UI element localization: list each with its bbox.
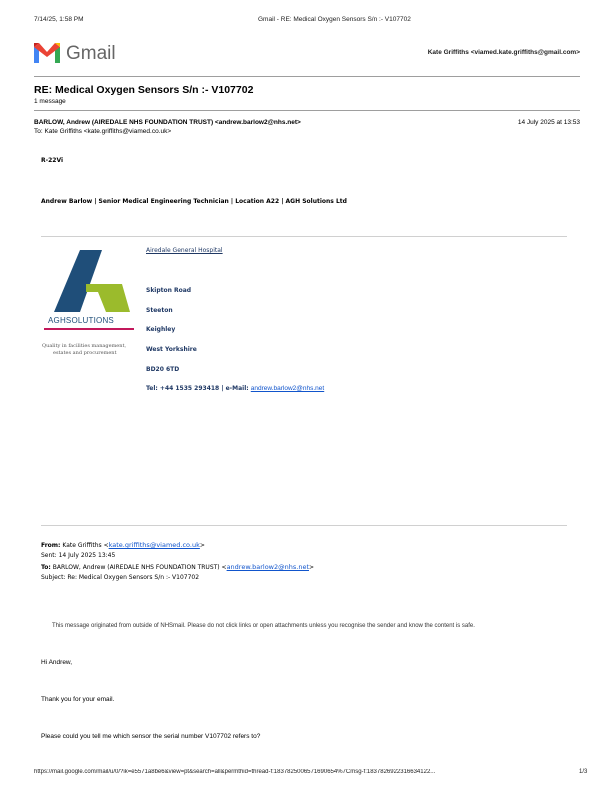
agh-logo-tagline-1: Quality in facilities management, [42, 343, 127, 349]
sent-date: 14 July 2025 at 13:53 [517, 119, 580, 126]
print-url: https://mail.google.com/mail/u/0/?ik=e5571a8be6&view=pt&search=all&permthid=thread-f:1837825006571690654%7Cmsg-f:1837826922316634122... [34, 769, 436, 775]
agh-logo-tagline-2: estates and procurement [53, 350, 117, 356]
email-subject: RE: Medical Oxygen Sensors S/n :- V107702 [34, 84, 254, 96]
agh-logo-brand: AGHSOLUTIONS [48, 316, 114, 325]
quoted-sent: Sent: 14 July 2025 13:45 [41, 552, 116, 559]
header-divider [34, 76, 580, 77]
message-count: 1 message [34, 98, 66, 105]
print-datetime: 7/14/25, 1:58 PM [34, 16, 84, 23]
account-email: Kate Griffiths <viamed.kate.griffiths@gmail.com> [427, 49, 580, 56]
quoted-from-label: From: [41, 542, 61, 549]
reply-line: R-22Vi [41, 157, 64, 164]
quoted-from-email[interactable]: kate.griffiths@viamed.co.uk [108, 541, 200, 549]
subject-divider [34, 110, 580, 111]
print-title: Gmail - RE: Medical Oxygen Sensors S/n :- V107702 [258, 16, 411, 23]
signature-line: Andrew Barlow | Senior Medical Engineering Technician | Location A22 | AGH Solutions Ltd [41, 198, 347, 205]
question-line: Please could you tell me which sensor the serial number V107702 refers to? [41, 733, 261, 740]
address-line-2: Steeton [146, 307, 173, 314]
quoted-to-label: To: [41, 564, 51, 571]
quote-divider [41, 525, 567, 526]
gmail-m-icon [34, 43, 60, 63]
hospital-link[interactable]: Airedale General Hospital [146, 247, 223, 254]
greeting: Hi Andrew, [41, 659, 73, 666]
agh-logo [40, 246, 140, 358]
tel-email-link[interactable]: andrew.barlow2@nhs.net [250, 385, 325, 392]
tel-text: Tel: +44 1535 293418 | e-Mail: [146, 385, 251, 392]
quoted-to-close: > [309, 564, 315, 571]
recipient: To: Kate Griffiths <kate.griffiths@viamed.co.uk> [34, 128, 172, 135]
address-line-1: Skipton Road [146, 287, 192, 294]
thanks-line: Thank you for your email. [41, 696, 115, 703]
external-notice: This message originated from outside of NHSmail. Please do not click links or open attachments unless you recognise the sender and know the content is safe. [52, 623, 475, 629]
address-line-5: BD20 6TD [146, 366, 180, 373]
quoted-to-text: BARLOW, Andrew (AIREDALE NHS FOUNDATION TRUST) < [50, 564, 227, 571]
page-number: 1/3 [579, 769, 588, 775]
sender: BARLOW, Andrew (AIREDALE NHS FOUNDATION TRUST) <andrew.barlow2@nhs.net> [34, 119, 301, 126]
tel-line [146, 385, 324, 392]
signature-divider [41, 236, 567, 237]
address-line-3: Keighley [146, 326, 176, 333]
quoted-from-text: Kate Griffiths < [60, 542, 109, 549]
quoted-subject: Subject: Re: Medical Oxygen Sensors S/n :- V107702 [41, 574, 200, 581]
agh-logo-underline [44, 328, 134, 330]
quoted-from-close: > [199, 542, 205, 549]
quoted-to-email[interactable]: andrew.barlow2@nhs.net [226, 563, 309, 571]
agh-logo-mark-icon [40, 246, 140, 316]
quoted-from [41, 541, 205, 549]
gmail-logo-text: Gmail [66, 43, 116, 64]
quoted-to [41, 563, 314, 571]
address-line-4: West Yorkshire [146, 346, 197, 353]
